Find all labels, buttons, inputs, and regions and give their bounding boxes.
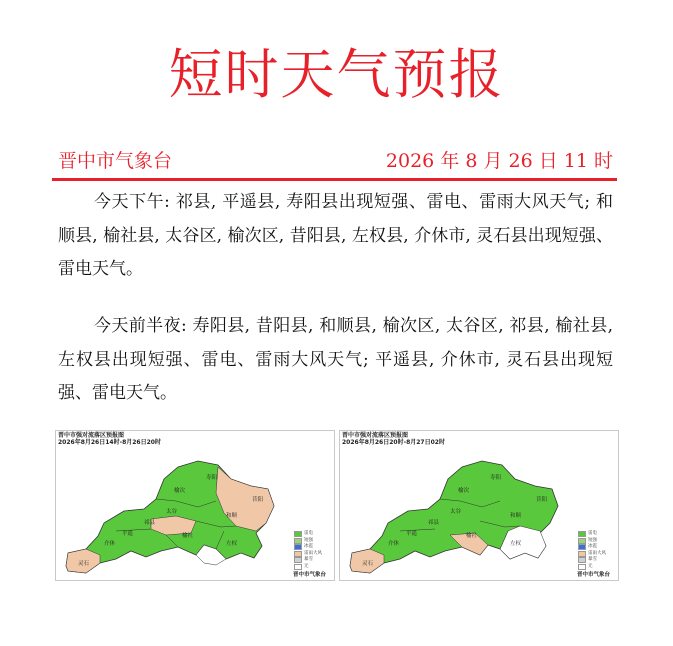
- header-row: [58, 146, 613, 172]
- county-label-pingyao: 平遥: [122, 531, 134, 537]
- map-legend: [578, 531, 612, 570]
- forecast-map-afternoon: [55, 430, 335, 581]
- map-title: 晋中市强对流落区预报图: [342, 432, 409, 439]
- header-divider: [52, 178, 617, 181]
- legend-label: 短强: [304, 537, 313, 543]
- legend-label: 雷雨大风: [304, 550, 322, 556]
- legend-swatch: [294, 551, 302, 557]
- legend-label: 冰雹: [304, 544, 313, 549]
- legend-swatch: [578, 564, 586, 570]
- legend-item: [578, 531, 612, 537]
- legend-swatch: [294, 564, 302, 570]
- legend-label: 暴雪: [304, 557, 313, 562]
- legend-item: [294, 557, 328, 563]
- legend-item: [294, 551, 328, 557]
- county-label-yushe: 榆社: [466, 533, 478, 539]
- legend-swatch: [294, 544, 302, 550]
- document-title: 短时天气预报: [168, 43, 505, 106]
- county-label-taigu: 太谷: [166, 509, 178, 515]
- issuing-org: 晋中市气象台: [58, 150, 173, 172]
- map-legend: [294, 531, 328, 570]
- legend-swatch: [294, 531, 302, 537]
- legend-item: [578, 538, 612, 544]
- legend-label: 暴雪: [588, 557, 597, 562]
- legend-swatch: [578, 531, 586, 537]
- county-label-heshun: 和顺: [510, 513, 522, 519]
- legend-item: [578, 557, 612, 563]
- county-label-jiexiu: 介休: [388, 541, 400, 547]
- county-label-taigu: 太谷: [450, 509, 462, 515]
- county-label-yuci: 榆次: [174, 488, 186, 494]
- forecast-paragraph-night: 今天前半夜: 寿阳县, 昔阳县, 和顺县, 榆次区, 太谷区, 祁县, 榆社县, 左权县出现短强、雷电、雷雨大风天气; 平遥县, 介休市, 灵石县出现短强、雷电天气。: [58, 316, 613, 403]
- legend-swatch: [578, 538, 586, 544]
- county-label-yushe: 榆社: [182, 533, 194, 539]
- county-label-yuci: 榆次: [458, 488, 470, 494]
- county-label-pingyao: 平遥: [406, 531, 418, 537]
- legend-label: 冰雹: [588, 544, 597, 549]
- county-label-zuoquan: 左权: [226, 541, 238, 547]
- legend-swatch: [294, 538, 302, 544]
- county-label-qixian: 祁县: [144, 520, 156, 526]
- legend-label: 雷电: [588, 531, 597, 536]
- county-label-qixian: 祁县: [428, 520, 440, 526]
- legend-swatch: [578, 544, 586, 550]
- map-graphic: [340, 431, 618, 580]
- legend-label: 无: [588, 563, 593, 569]
- legend-swatch: [578, 551, 586, 557]
- map-time: 2026年8月26日14时-8月26日20时: [58, 439, 161, 446]
- county-label-xiyang: 昔阳: [252, 497, 264, 503]
- county-label-jiexiu: 介休: [104, 541, 116, 547]
- county-label-xiyang: 昔阳: [536, 497, 548, 503]
- county-label-shouyang: 寿阳: [490, 475, 502, 481]
- legend-label: 雷电: [304, 531, 313, 536]
- map-time: 2026年8月26日20时-8月27日02时: [342, 439, 445, 446]
- forecast-map-night: [339, 430, 619, 581]
- map-org: 晋中市气象台: [576, 572, 610, 578]
- legend-label: 雷雨大风: [588, 550, 606, 556]
- legend-label: 短强: [588, 537, 597, 543]
- county-label-lingshi: 灵石: [78, 561, 90, 567]
- issue-time: 2026 年 8 月 26 日 11 时: [385, 150, 613, 172]
- legend-item: [578, 544, 612, 550]
- legend-item: [294, 564, 328, 570]
- map-graphic: [56, 431, 334, 580]
- legend-item: [578, 564, 612, 570]
- map-org: 晋中市气象台: [292, 572, 326, 578]
- county-label-lingshi: 灵石: [362, 561, 374, 567]
- county-label-heshun: 和顺: [226, 513, 238, 519]
- county-label-shouyang: 寿阳: [206, 475, 218, 481]
- map-title: 晋中市强对流落区预报图: [58, 432, 125, 439]
- forecast-paragraph-afternoon: 今天下午: 祁县, 平遥县, 寿阳县出现短强、雷电、雷雨大风天气; 和顺县, 榆社县, 太谷区, 榆次区, 昔阳县, 左权县, 介休市, 灵石县出现短强、雷电天气。: [58, 192, 613, 279]
- county-label-zuoquan: 左权: [510, 541, 522, 547]
- legend-label: 无: [304, 563, 309, 569]
- legend-swatch: [578, 557, 586, 563]
- legend-swatch: [294, 557, 302, 563]
- legend-item: [294, 531, 328, 537]
- legend-item: [294, 544, 328, 550]
- legend-item: [294, 538, 328, 544]
- legend-item: [578, 551, 612, 557]
